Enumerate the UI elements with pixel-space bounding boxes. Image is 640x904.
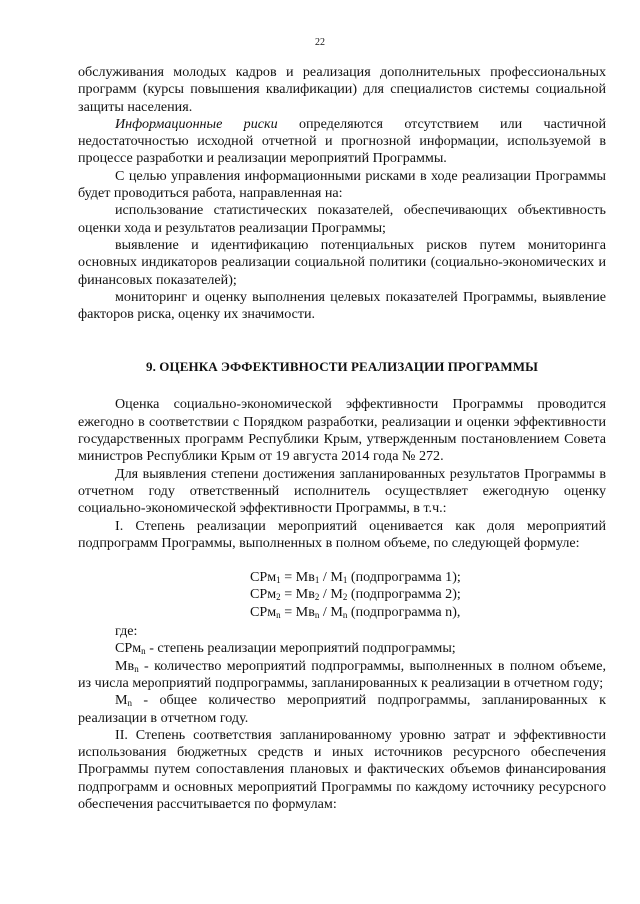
information-risks-definition: определяются отсутствием или частичной недостаточностью исходной отчетной и прогнозной информации, используемой в процессе разработки и реализации мероприятий Программы. [78,115,606,167]
page-content [78,64,606,813]
formula-subprogram-1: $СРм_1 = Мв_1 / М_1$ (подпрограмма 1); [250,569,461,586]
term-information-risks: Информационные риски [115,115,278,132]
paragraph-risk-management: С целью управления информационными рисками в ходе реализации Программы будет проводиться работа, направленная на: [78,167,606,202]
paragraph-monitoring: мониторинг и оценку выполнения целевых показателей Программы, выявление факторов риска, оценку их значимости. [78,288,606,323]
formula-block [78,569,606,621]
definition-m: $М_n$ - общее количество мероприятий подпрограммы, запланированных к реализации в отчетном году. [78,692,606,726]
definition-srm: СРм$_n$ - степень реализации мероприятий подпрограммы; [115,640,456,657]
paragraph-evaluation-procedure: Оценка социально-экономической эффективности Программы проводится ежегодно в соответствии с Порядком разработки, реализации и оценки эффективности государственных программ Республики Крым, утвержденным постановлением Совета министров Республики Крым от 19 августа 2014 года № 272. [78,396,606,465]
where-label: где: [115,623,138,640]
paragraph-risk-identification: выявление и идентификацию потенциальных рисков путем мониторинга основных индикаторов реализации социальной политики (социально-экономических и финансовых показателей); [78,236,606,288]
section-title: 9. ОЦЕНКА ЭФФЕКТИВНОСТИ РЕАЛИЗАЦИИ ПРОГРАММЫ [145,359,538,375]
paragraph-cost-compliance: II. Степень соответствия запланированному уровню затрат и эффективности использования бюджетных средств и иных источников ресурсного обеспечения Программы путем сопоставления плановых и фактических объемов финансирования подпрограмм и основных мероприятий Программы по каждому источнику ресурсного обеспечения рассчитывается по формулам: [78,726,606,812]
paragraph-statistics-use: использование статистических показателей, обеспечивающих объективность оценки хода и результатов реализации Программы; [78,202,606,236]
paragraph-annual-evaluation: Для выявления степени достижения запланированных результатов Программы в отчетном году ответственный исполнитель осуществляет ежегодную оценку социально-экономической эффективности Программы, в т.ч.: [78,465,606,517]
page-number: 22 [315,37,325,48]
paragraph-implementation-degree: I. Степень реализации мероприятий оценивается как доля мероприятий подпрограмм Программы, выполненных в полном объеме, по следующей формуле: [78,517,606,551]
definition-mv: $Мв_n$ - количество мероприятий подпрограммы, выполненных в полном объеме, из числа мероприятий подпрограммы, запланированных к реализации в отчетном году; [78,657,606,691]
paragraph-information-risks [78,116,606,168]
formula-subprogram-2: $СРм_2 = Мв_2 / М_2$ (подпрограмма 2); [250,586,461,603]
formula-subprogram-n: $СРм_n = Мв_n / М_n$ (подпрограмма n), [250,603,461,620]
paragraph-staff-training: обслуживания молодых кадров и реализация дополнительных профессиональных программ (курсы повышения квалификации) для специалистов системы социальной защиты населения. [78,64,606,115]
